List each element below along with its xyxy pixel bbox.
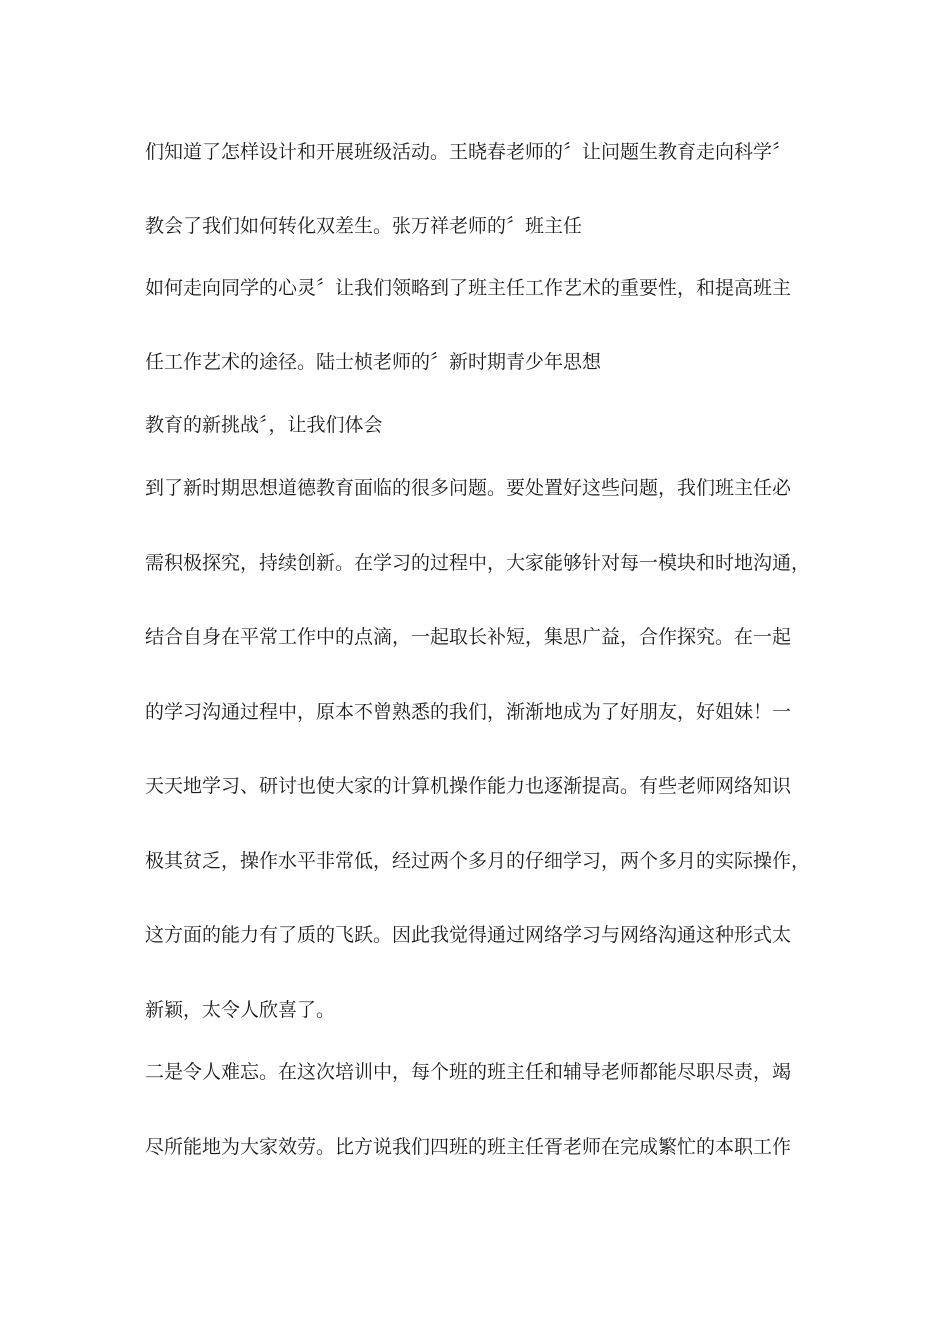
paragraph-line: 新颖，太令人欣喜了。 — [145, 999, 336, 1021]
paragraph-line: 需积极探究，持续创新。在学习的过程中，大家能够针对每一模块和时地沟通， — [145, 552, 811, 574]
paragraph-line: 任工作艺术的途径。陆士桢老师的〞新时期青少年思想 — [145, 351, 602, 373]
paragraph-line: 到了新时期思想道德教育面临的很多问题。要处置好这些问题，我们班主任必 — [145, 477, 792, 499]
paragraph-line: 的学习沟通过程中，原本不曾熟悉的我们，渐渐地成为了好朋友，好姐妹！一 — [145, 701, 792, 723]
paragraph-line: 这方面的能力有了质的飞跃。因此我觉得通过网络学习与网络沟通这种形式太 — [145, 924, 792, 946]
paragraph-line: 教会了我们如何转化双差生。张万祥老师的〞班主任 — [145, 215, 583, 237]
paragraph-line: 二是令人难忘。在这次培训中，每个班的班主任和辅导老师都能尽职尽责，竭 — [145, 1061, 792, 1083]
paragraph-line: 极其贫乏，操作水平非常低，经过两个多月的仔细学习，两个多月的实际操作， — [145, 850, 811, 872]
paragraph-line: 天天地学习、研讨也使大家的计算机操作能力也逐渐提高。有些老师网络知识 — [145, 775, 792, 797]
paragraph-line: 如何走向同学的心灵〞让我们领略到了班主任工作艺术的重要性，和提高班主 — [145, 277, 792, 299]
paragraph-line: 教育的新挑战〞，让我们体会 — [145, 414, 383, 436]
paragraph-line: 结合自身在平常工作中的点滴，一起取长补短，集思广益，合作探究。在一起 — [145, 626, 792, 648]
paragraph-line: 们知道了怎样设计和开展班级活动。王晓春老师的〞让问题生教育走向科学〞 — [145, 141, 792, 163]
paragraph-line: 尽所能地为大家效劳。比方说我们四班的班主任胥老师在完成繁忙的本职工作 — [145, 1136, 792, 1158]
